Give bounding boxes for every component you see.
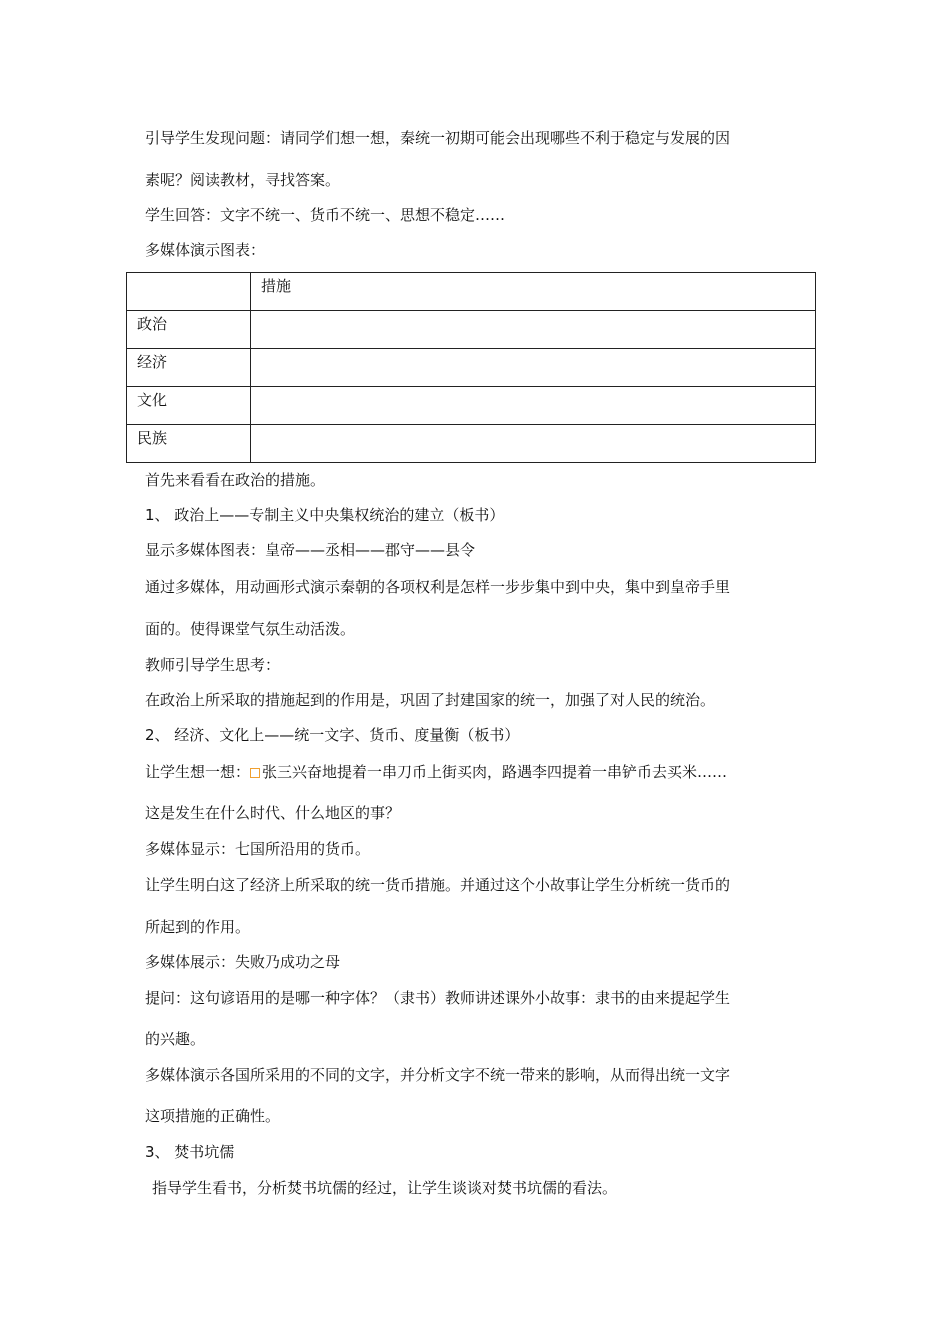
table-cell-measure [251,349,816,387]
paragraph-story [145,762,727,782]
paragraph-hierarchy-chart: 显示多媒体图表：皇帝——丞相——郡守——县令 [145,541,476,559]
paragraph-scripts: 多媒体演示各国所采用的不同的文字，并分析文字不统一带来的影响，从而得出统一文字 [145,1066,731,1084]
paragraph-question-cont: 素呢？阅读教材，寻找答案。 [145,171,341,189]
heading-politics: 1、 政治上——专制主义中央集权统治的建立（板书） [145,506,505,524]
paragraph-story-question: 这是发生在什么时代、什么地区的事？ [145,804,401,822]
paragraph-proverb: 多媒体展示：失败乃成功之母 [145,953,341,971]
table-row [127,425,816,463]
story-text: 张三兴奋地提着一串刀币上街买肉，路遇李四提着一串铲币去买米…… [262,763,728,781]
paragraph-question: 引导学生发现问题：请同学们想一想，秦统一初期可能会出现哪些不利于稳定与发展的因 [145,129,731,147]
table-row [127,311,816,349]
table-cell-category: 政治 [127,311,251,349]
table-cell-measure [251,311,816,349]
table-cell-measure [251,425,816,463]
table-cell-category: 民族 [127,425,251,463]
story-prefix: 让学生想一想： [145,763,251,781]
paragraph-book-burning-guide: 指导学生看书，分析焚书坑儒的经过，让学生谈谈对焚书坑儒的看法。 [152,1179,618,1197]
paragraph-chart-intro: 多媒体演示图表： [145,241,266,259]
table-header-row [127,273,816,311]
table-cell-measure [251,387,816,425]
paragraph-font-question-cont: 的兴趣。 [145,1030,206,1048]
paragraph-currency-analysis-cont: 所起到的作用。 [145,918,251,936]
comment-marker-icon [250,768,260,778]
paragraph-currency-analysis: 让学生明白这了经济上所采取的统一货币措施。并通过这个小故事让学生分析统一货币的 [145,876,731,894]
paragraph-animation: 通过多媒体，用动画形式演示秦朝的各项权利是怎样一步步集中到中央，集中到皇帝手里 [145,578,731,596]
table-cell-category: 文化 [127,387,251,425]
paragraph-currency-display: 多媒体显示：七国所沿用的货币。 [145,840,371,858]
paragraph-animation-cont: 面的。使得课堂气氛生动活泼。 [145,620,356,638]
paragraph-teacher-guide: 教师引导学生思考： [145,656,281,674]
table-row [127,349,816,387]
table-cell-category: 经济 [127,349,251,387]
measures-table [126,272,816,463]
heading-book-burning: 3、 焚书坑儒 [145,1143,235,1161]
paragraph-politics-effect: 在政治上所采取的措施起到的作用是，巩固了封建国家的统一，加强了对人民的统治。 [145,691,716,709]
table-header-cell [127,273,251,311]
paragraph-student-answer: 学生回答：文字不统一、货币不统一、思想不稳定…… [145,206,506,224]
paragraph-scripts-cont: 这项措施的正确性。 [145,1107,281,1125]
paragraph-font-question: 提问：这句谚语用的是哪一种字体？（隶书）教师讲述课外小故事：隶书的由来提起学生 [145,989,731,1007]
heading-economy-culture: 2、 经济、文化上——统一文字、货币、度量衡（板书） [145,726,520,744]
table-row [127,387,816,425]
table-header-cell: 措施 [251,273,816,311]
paragraph-politics-intro: 首先来看看在政治的措施。 [145,471,326,489]
